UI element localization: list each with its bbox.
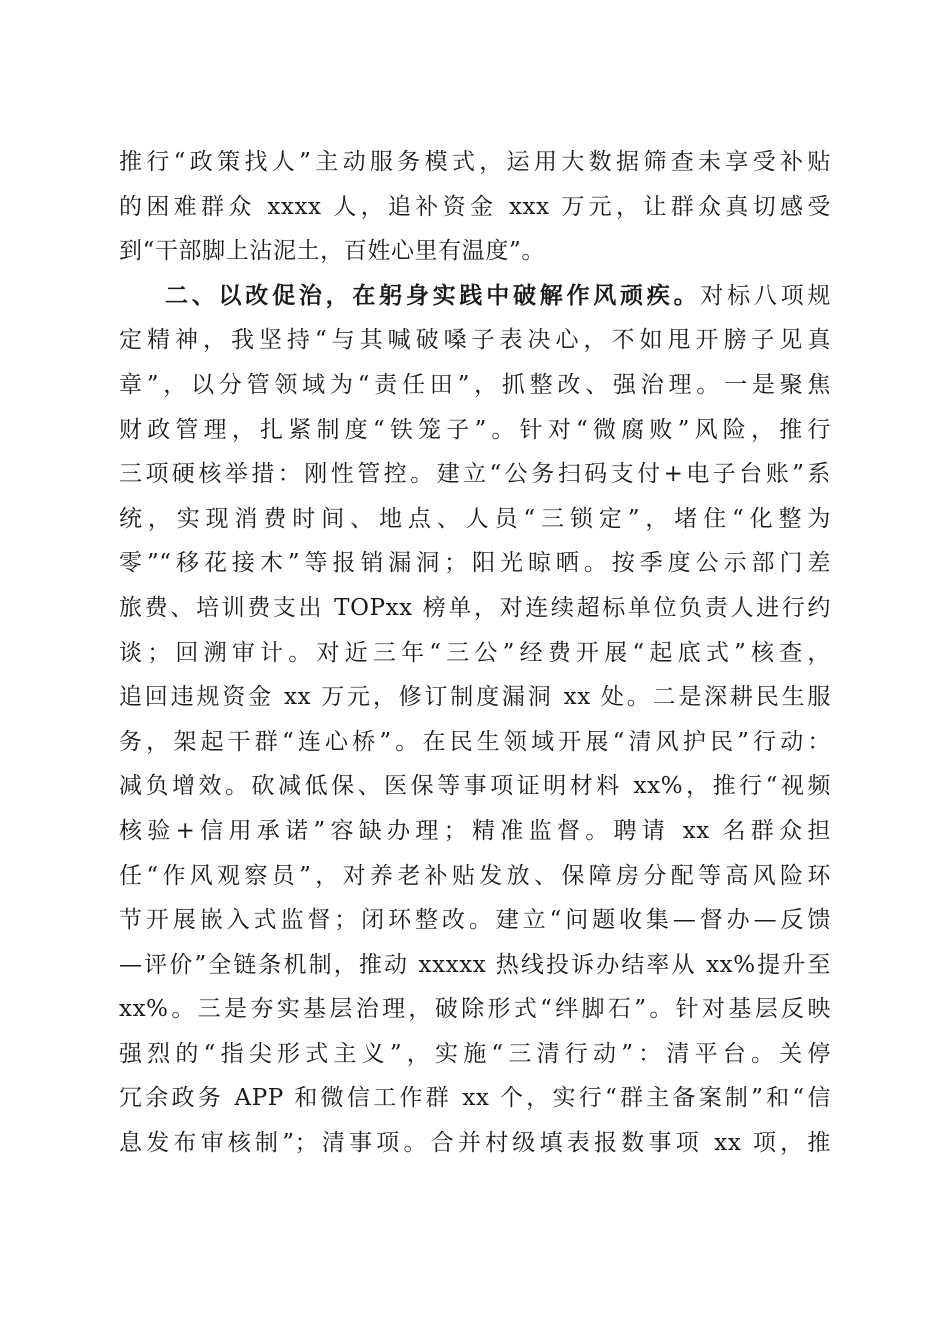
- text-line: 统，实现消费时间、地点、人员“三锁定”，堵住“化整为: [119, 505, 831, 532]
- text-line: 到“干部脚上沾泥土，百姓心里有温度”。: [119, 238, 545, 265]
- text-line: 谈；回溯审计。对近三年“三公”经费开展“起底式”核查，: [119, 639, 831, 666]
- text-line: 节开展嵌入式监督；闭环整改。建立“问题收集—督办—反馈: [119, 907, 831, 934]
- text-line: —评价”全链条机制，推动 xxxxx 热线投诉办结率从 xx%提升至: [119, 951, 831, 978]
- text-line: 核验+信用承诺”容缺办理；精准监督。聘请 xx 名群众担: [119, 817, 831, 844]
- text-line: 强烈的“指尖形式主义”，实施“三清行动”：清平台。关停: [119, 1040, 831, 1067]
- text-line: 任“作风观察员”，对养老补贴发放、保障房分配等高风险环: [119, 862, 831, 889]
- text-line: 三项硬核举措：刚性管控。建立“公务扫码支付+电子台账”系: [119, 461, 831, 488]
- text-line: 旅费、培训费支出 TOPxx 榜单，对连续超标单位负责人进行约: [119, 594, 831, 621]
- text-line: 章”，以分管领域为“责任田”，抓整改、强治理。一是聚焦: [119, 371, 831, 398]
- text-line: 财政管理，扎紧制度“铁笼子”。针对“微腐败”风险，推行: [119, 416, 831, 443]
- text-line: xx%。三是夯实基层治理，破除形式“绊脚石”。针对基层反映: [119, 996, 831, 1023]
- text-line: 的困难群众 xxxx 人，追补资金 xxx 万元，让群众真切感受: [119, 193, 831, 220]
- body-text: [119, 140, 831, 1166]
- text-line: 减负增效。砍减低保、医保等事项证明材料 xx%，推行“视频: [119, 773, 831, 800]
- text-line: 息发布审核制”；清事项。合并村级填表报数事项 xx 项，推: [119, 1130, 831, 1157]
- text-line: 定精神，我坚持“与其喊破嗓子表决心，不如甩开膀子见真: [119, 327, 831, 354]
- section-heading: 二、以改促治，在躬身实践中破解作风顽疾。: [165, 281, 701, 309]
- section-heading-tail: 对标八项规: [700, 282, 832, 309]
- text-line: 务，架起干群“连心桥”。在民生领域开展“清风护民”行动：: [119, 728, 831, 755]
- text-line: 追回违规资金 xx 万元，修订制度漏洞 xx 处。二是深耕民生服: [119, 684, 831, 711]
- text-line: 冗余政务 APP 和微信工作群 xx 个，实行“群主备案制”和“信: [119, 1085, 831, 1112]
- text-line: 零”“移花接木”等报销漏洞；阳光晾晒。按季度公示部门差: [119, 550, 831, 577]
- section-heading-line: [119, 274, 831, 319]
- text-line: 推行“政策找人”主动服务模式，运用大数据筛查未享受补贴: [119, 149, 831, 175]
